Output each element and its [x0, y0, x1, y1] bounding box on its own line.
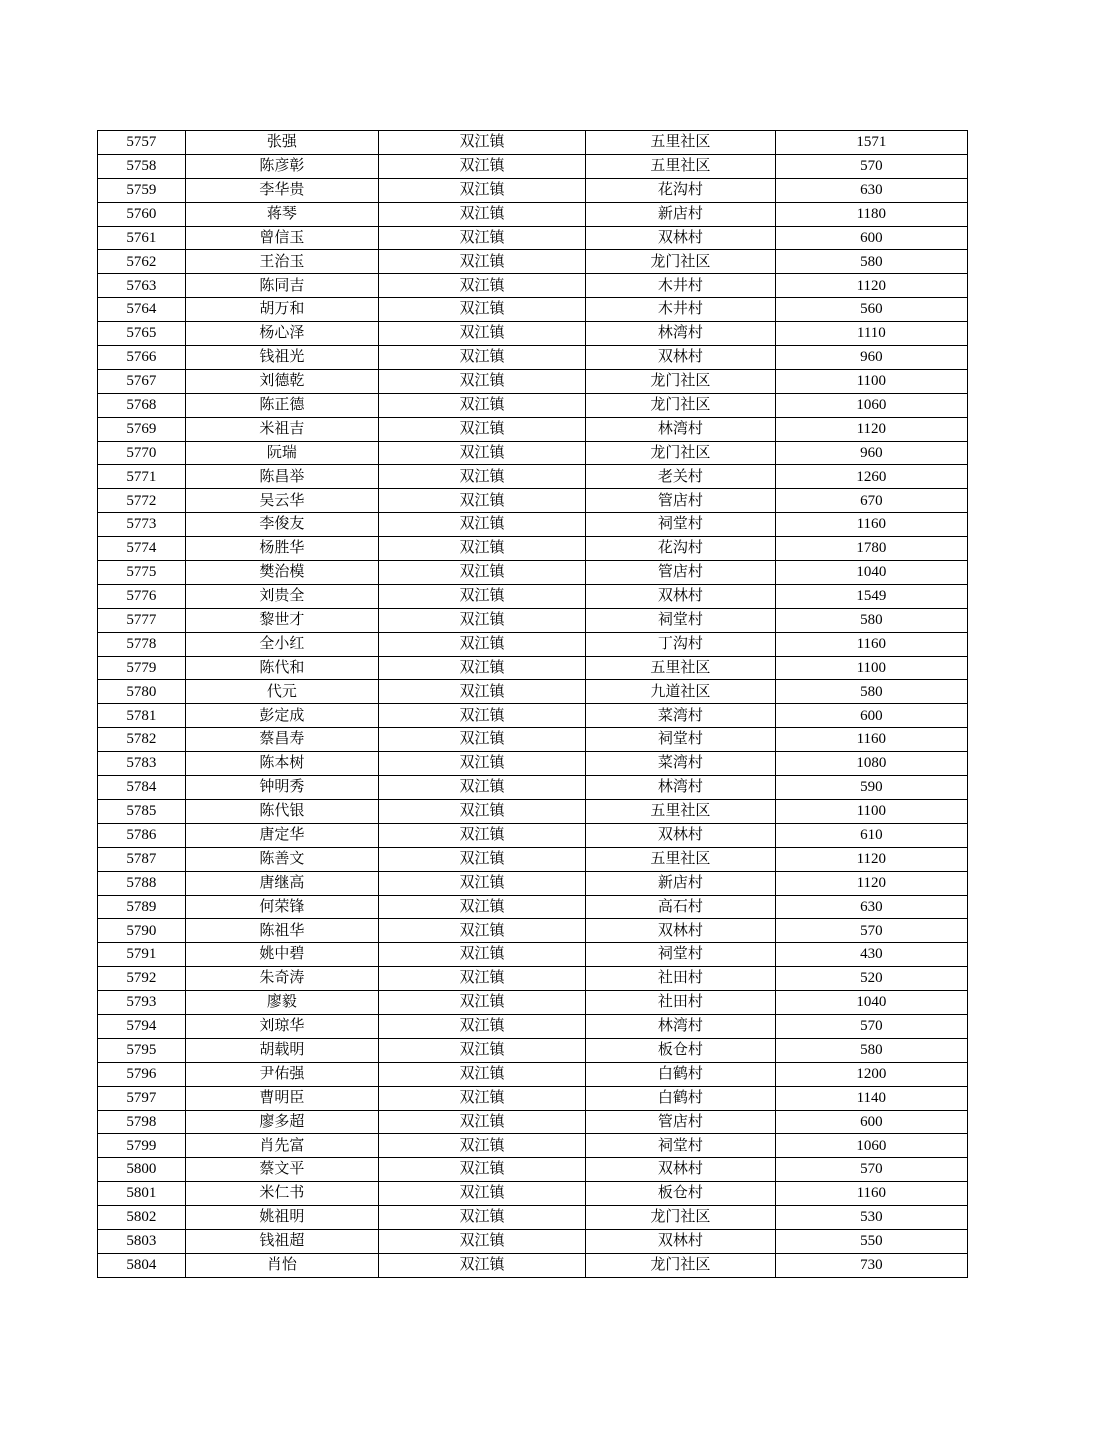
cell-town: 双江镇	[378, 202, 585, 226]
cell-id: 5789	[98, 895, 186, 919]
cell-amount: 580	[775, 680, 967, 704]
cell-town: 双江镇	[378, 178, 585, 202]
cell-village: 林湾村	[586, 417, 776, 441]
cell-name: 阮瑞	[185, 441, 378, 465]
cell-town: 双江镇	[378, 680, 585, 704]
table-row	[98, 608, 968, 632]
table-row	[98, 561, 968, 585]
cell-name: 朱奇涛	[185, 967, 378, 991]
cell-village: 林湾村	[586, 1014, 776, 1038]
cell-village: 五里社区	[586, 154, 776, 178]
table-row	[98, 656, 968, 680]
roster-table	[97, 130, 968, 1278]
cell-amount: 520	[775, 967, 967, 991]
cell-village: 双林村	[586, 584, 776, 608]
cell-name: 钱祖超	[185, 1229, 378, 1253]
cell-amount: 580	[775, 250, 967, 274]
cell-village: 新店村	[586, 202, 776, 226]
cell-town: 双江镇	[378, 489, 585, 513]
cell-town: 双江镇	[378, 728, 585, 752]
cell-id: 5796	[98, 1062, 186, 1086]
cell-name: 钱祖光	[185, 346, 378, 370]
cell-town: 双江镇	[378, 991, 585, 1015]
cell-amount: 1100	[775, 656, 967, 680]
cell-village: 木井村	[586, 274, 776, 298]
cell-name: 米仁书	[185, 1182, 378, 1206]
table-row	[98, 369, 968, 393]
table-row	[98, 131, 968, 155]
cell-id: 5787	[98, 847, 186, 871]
cell-village: 管店村	[586, 1110, 776, 1134]
cell-id: 5792	[98, 967, 186, 991]
table-row	[98, 776, 968, 800]
cell-id: 5773	[98, 513, 186, 537]
table-row	[98, 752, 968, 776]
cell-village: 白鹤村	[586, 1086, 776, 1110]
cell-town: 双江镇	[378, 919, 585, 943]
table-row	[98, 202, 968, 226]
cell-village: 菜湾村	[586, 704, 776, 728]
cell-id: 5803	[98, 1229, 186, 1253]
cell-name: 廖多超	[185, 1110, 378, 1134]
table-row	[98, 1134, 968, 1158]
cell-name: 曾信玉	[185, 226, 378, 250]
cell-amount: 1080	[775, 752, 967, 776]
cell-id: 5772	[98, 489, 186, 513]
table-row	[98, 417, 968, 441]
cell-town: 双江镇	[378, 1229, 585, 1253]
table-row	[98, 991, 968, 1015]
cell-name: 陈正德	[185, 393, 378, 417]
cell-village: 板仓村	[586, 1038, 776, 1062]
table-row	[98, 632, 968, 656]
cell-amount: 1040	[775, 991, 967, 1015]
table-row	[98, 178, 968, 202]
cell-name: 彭定成	[185, 704, 378, 728]
table-row	[98, 226, 968, 250]
cell-amount: 580	[775, 608, 967, 632]
cell-name: 米祖吉	[185, 417, 378, 441]
cell-name: 唐继高	[185, 871, 378, 895]
cell-name: 陈昌举	[185, 465, 378, 489]
cell-village: 林湾村	[586, 322, 776, 346]
cell-village: 双林村	[586, 1229, 776, 1253]
cell-village: 祠堂村	[586, 728, 776, 752]
cell-village: 林湾村	[586, 776, 776, 800]
cell-amount: 590	[775, 776, 967, 800]
cell-town: 双江镇	[378, 561, 585, 585]
cell-town: 双江镇	[378, 1110, 585, 1134]
cell-name: 吴云华	[185, 489, 378, 513]
table-row	[98, 322, 968, 346]
cell-amount: 1160	[775, 1182, 967, 1206]
cell-village: 双林村	[586, 823, 776, 847]
table-row	[98, 274, 968, 298]
cell-village: 高石村	[586, 895, 776, 919]
table-row	[98, 1206, 968, 1230]
cell-id: 5776	[98, 584, 186, 608]
cell-amount: 1120	[775, 847, 967, 871]
table-row	[98, 967, 968, 991]
cell-village: 老关村	[586, 465, 776, 489]
cell-amount: 630	[775, 895, 967, 919]
cell-name: 姚祖明	[185, 1206, 378, 1230]
cell-town: 双江镇	[378, 1182, 585, 1206]
table-row	[98, 1182, 968, 1206]
roster-table-body	[98, 131, 968, 1278]
cell-amount: 600	[775, 704, 967, 728]
cell-name: 刘琼华	[185, 1014, 378, 1038]
cell-name: 廖毅	[185, 991, 378, 1015]
cell-amount: 960	[775, 346, 967, 370]
table-row	[98, 465, 968, 489]
cell-village: 龙门社区	[586, 369, 776, 393]
cell-village: 祠堂村	[586, 943, 776, 967]
cell-town: 双江镇	[378, 776, 585, 800]
table-row	[98, 704, 968, 728]
cell-village: 祠堂村	[586, 513, 776, 537]
cell-name: 肖怡	[185, 1253, 378, 1277]
cell-amount: 1120	[775, 417, 967, 441]
cell-id: 5795	[98, 1038, 186, 1062]
cell-town: 双江镇	[378, 465, 585, 489]
cell-town: 双江镇	[378, 704, 585, 728]
cell-id: 5764	[98, 298, 186, 322]
table-row	[98, 346, 968, 370]
cell-town: 双江镇	[378, 608, 585, 632]
cell-village: 双林村	[586, 346, 776, 370]
cell-id: 5791	[98, 943, 186, 967]
cell-amount: 630	[775, 178, 967, 202]
cell-town: 双江镇	[378, 1062, 585, 1086]
cell-amount: 1160	[775, 513, 967, 537]
cell-amount: 730	[775, 1253, 967, 1277]
cell-town: 双江镇	[378, 298, 585, 322]
cell-amount: 430	[775, 943, 967, 967]
cell-name: 杨胜华	[185, 537, 378, 561]
cell-name: 杨心泽	[185, 322, 378, 346]
table-row	[98, 489, 968, 513]
cell-town: 双江镇	[378, 1158, 585, 1182]
cell-village: 花沟村	[586, 537, 776, 561]
cell-village: 管店村	[586, 561, 776, 585]
cell-village: 龙门社区	[586, 1206, 776, 1230]
cell-village: 丁沟村	[586, 632, 776, 656]
cell-village: 五里社区	[586, 799, 776, 823]
cell-id: 5804	[98, 1253, 186, 1277]
cell-town: 双江镇	[378, 346, 585, 370]
cell-id: 5779	[98, 656, 186, 680]
cell-amount: 1110	[775, 322, 967, 346]
cell-name: 姚中碧	[185, 943, 378, 967]
cell-village: 祠堂村	[586, 608, 776, 632]
cell-amount: 1260	[775, 465, 967, 489]
cell-id: 5793	[98, 991, 186, 1015]
table-row	[98, 298, 968, 322]
cell-town: 双江镇	[378, 513, 585, 537]
cell-town: 双江镇	[378, 1206, 585, 1230]
cell-town: 双江镇	[378, 369, 585, 393]
table-row	[98, 154, 968, 178]
cell-amount: 1100	[775, 799, 967, 823]
cell-village: 双林村	[586, 919, 776, 943]
cell-name: 蒋琴	[185, 202, 378, 226]
cell-town: 双江镇	[378, 154, 585, 178]
table-row	[98, 847, 968, 871]
cell-id: 5784	[98, 776, 186, 800]
table-row	[98, 1158, 968, 1182]
table-row	[98, 250, 968, 274]
cell-id: 5763	[98, 274, 186, 298]
cell-town: 双江镇	[378, 656, 585, 680]
cell-id: 5794	[98, 1014, 186, 1038]
cell-amount: 600	[775, 226, 967, 250]
cell-village: 双林村	[586, 1158, 776, 1182]
cell-id: 5781	[98, 704, 186, 728]
cell-amount: 580	[775, 1038, 967, 1062]
table-row	[98, 799, 968, 823]
cell-town: 双江镇	[378, 1014, 585, 1038]
cell-amount: 570	[775, 1158, 967, 1182]
cell-id: 5801	[98, 1182, 186, 1206]
cell-town: 双江镇	[378, 1038, 585, 1062]
table-row	[98, 513, 968, 537]
cell-amount: 1549	[775, 584, 967, 608]
cell-village: 双林村	[586, 226, 776, 250]
cell-amount: 1180	[775, 202, 967, 226]
table-row	[98, 1014, 968, 1038]
cell-town: 双江镇	[378, 632, 585, 656]
cell-id: 5790	[98, 919, 186, 943]
table-row	[98, 1062, 968, 1086]
cell-name: 陈代和	[185, 656, 378, 680]
cell-id: 5771	[98, 465, 186, 489]
cell-village: 五里社区	[586, 656, 776, 680]
table-row	[98, 441, 968, 465]
cell-village: 社田村	[586, 967, 776, 991]
table-row	[98, 871, 968, 895]
cell-amount: 570	[775, 154, 967, 178]
cell-town: 双江镇	[378, 226, 585, 250]
cell-id: 5777	[98, 608, 186, 632]
cell-amount: 1571	[775, 131, 967, 155]
cell-id: 5757	[98, 131, 186, 155]
cell-name: 李俊友	[185, 513, 378, 537]
cell-town: 双江镇	[378, 799, 585, 823]
cell-village: 龙门社区	[586, 250, 776, 274]
cell-amount: 1040	[775, 561, 967, 585]
cell-name: 尹佑强	[185, 1062, 378, 1086]
cell-amount: 1120	[775, 871, 967, 895]
cell-town: 双江镇	[378, 274, 585, 298]
cell-village: 龙门社区	[586, 393, 776, 417]
cell-town: 双江镇	[378, 322, 585, 346]
cell-name: 樊治模	[185, 561, 378, 585]
cell-id: 5758	[98, 154, 186, 178]
cell-id: 5785	[98, 799, 186, 823]
cell-town: 双江镇	[378, 847, 585, 871]
cell-amount: 1100	[775, 369, 967, 393]
cell-name: 陈善文	[185, 847, 378, 871]
cell-name: 钟明秀	[185, 776, 378, 800]
cell-amount: 550	[775, 1229, 967, 1253]
cell-amount: 600	[775, 1110, 967, 1134]
cell-name: 陈祖华	[185, 919, 378, 943]
cell-town: 双江镇	[378, 943, 585, 967]
cell-town: 双江镇	[378, 1086, 585, 1110]
cell-village: 菜湾村	[586, 752, 776, 776]
cell-amount: 570	[775, 919, 967, 943]
cell-name: 肖先富	[185, 1134, 378, 1158]
cell-town: 双江镇	[378, 752, 585, 776]
cell-town: 双江镇	[378, 895, 585, 919]
cell-village: 龙门社区	[586, 1253, 776, 1277]
cell-id: 5765	[98, 322, 186, 346]
cell-village: 龙门社区	[586, 441, 776, 465]
cell-name: 李华贵	[185, 178, 378, 202]
cell-id: 5766	[98, 346, 186, 370]
cell-id: 5759	[98, 178, 186, 202]
cell-id: 5778	[98, 632, 186, 656]
cell-amount: 670	[775, 489, 967, 513]
cell-town: 双江镇	[378, 584, 585, 608]
cell-amount: 1060	[775, 1134, 967, 1158]
table-row	[98, 1086, 968, 1110]
cell-amount: 1060	[775, 393, 967, 417]
cell-village: 祠堂村	[586, 1134, 776, 1158]
cell-name: 刘贵全	[185, 584, 378, 608]
cell-name: 黎世才	[185, 608, 378, 632]
cell-town: 双江镇	[378, 1134, 585, 1158]
cell-id: 5783	[98, 752, 186, 776]
cell-amount: 1160	[775, 632, 967, 656]
cell-id: 5798	[98, 1110, 186, 1134]
cell-id: 5770	[98, 441, 186, 465]
cell-amount: 560	[775, 298, 967, 322]
table-row	[98, 1110, 968, 1134]
cell-village: 管店村	[586, 489, 776, 513]
cell-name: 张强	[185, 131, 378, 155]
cell-town: 双江镇	[378, 1253, 585, 1277]
cell-name: 胡载明	[185, 1038, 378, 1062]
cell-amount: 1160	[775, 728, 967, 752]
table-row	[98, 943, 968, 967]
cell-amount: 610	[775, 823, 967, 847]
cell-id: 5774	[98, 537, 186, 561]
cell-id: 5800	[98, 1158, 186, 1182]
cell-name: 蔡昌寿	[185, 728, 378, 752]
cell-town: 双江镇	[378, 967, 585, 991]
cell-village: 社田村	[586, 991, 776, 1015]
cell-id: 5802	[98, 1206, 186, 1230]
cell-id: 5769	[98, 417, 186, 441]
cell-village: 五里社区	[586, 847, 776, 871]
cell-town: 双江镇	[378, 417, 585, 441]
cell-town: 双江镇	[378, 441, 585, 465]
cell-amount: 530	[775, 1206, 967, 1230]
cell-town: 双江镇	[378, 823, 585, 847]
table-row	[98, 895, 968, 919]
cell-town: 双江镇	[378, 871, 585, 895]
table-row	[98, 584, 968, 608]
cell-village: 花沟村	[586, 178, 776, 202]
cell-amount: 1200	[775, 1062, 967, 1086]
cell-id: 5767	[98, 369, 186, 393]
cell-name: 陈本树	[185, 752, 378, 776]
cell-name: 曹明臣	[185, 1086, 378, 1110]
cell-name: 陈同吉	[185, 274, 378, 298]
cell-village: 新店村	[586, 871, 776, 895]
cell-name: 唐定华	[185, 823, 378, 847]
cell-name: 陈代银	[185, 799, 378, 823]
cell-town: 双江镇	[378, 393, 585, 417]
cell-amount: 1140	[775, 1086, 967, 1110]
cell-id: 5786	[98, 823, 186, 847]
table-row	[98, 1229, 968, 1253]
table-row	[98, 680, 968, 704]
cell-id: 5780	[98, 680, 186, 704]
cell-name: 何荣锋	[185, 895, 378, 919]
cell-id: 5775	[98, 561, 186, 585]
table-row	[98, 1038, 968, 1062]
cell-village: 五里社区	[586, 131, 776, 155]
table-row	[98, 728, 968, 752]
cell-amount: 1120	[775, 274, 967, 298]
cell-id: 5762	[98, 250, 186, 274]
cell-amount: 1780	[775, 537, 967, 561]
cell-name: 陈彦彰	[185, 154, 378, 178]
table-row	[98, 823, 968, 847]
cell-town: 双江镇	[378, 537, 585, 561]
cell-id: 5768	[98, 393, 186, 417]
cell-id: 5761	[98, 226, 186, 250]
cell-name: 刘德乾	[185, 369, 378, 393]
table-row	[98, 393, 968, 417]
cell-amount: 570	[775, 1014, 967, 1038]
cell-name: 全小红	[185, 632, 378, 656]
cell-id: 5782	[98, 728, 186, 752]
cell-id: 5797	[98, 1086, 186, 1110]
cell-amount: 960	[775, 441, 967, 465]
cell-id: 5799	[98, 1134, 186, 1158]
cell-town: 双江镇	[378, 131, 585, 155]
cell-name: 胡万和	[185, 298, 378, 322]
cell-name: 代元	[185, 680, 378, 704]
table-row	[98, 537, 968, 561]
cell-name: 蔡文平	[185, 1158, 378, 1182]
cell-name: 王治玉	[185, 250, 378, 274]
table-row	[98, 1253, 968, 1277]
cell-village: 白鹤村	[586, 1062, 776, 1086]
cell-village: 木井村	[586, 298, 776, 322]
cell-village: 板仓村	[586, 1182, 776, 1206]
cell-town: 双江镇	[378, 250, 585, 274]
cell-id: 5788	[98, 871, 186, 895]
table-row	[98, 919, 968, 943]
cell-id: 5760	[98, 202, 186, 226]
cell-village: 九道社区	[586, 680, 776, 704]
